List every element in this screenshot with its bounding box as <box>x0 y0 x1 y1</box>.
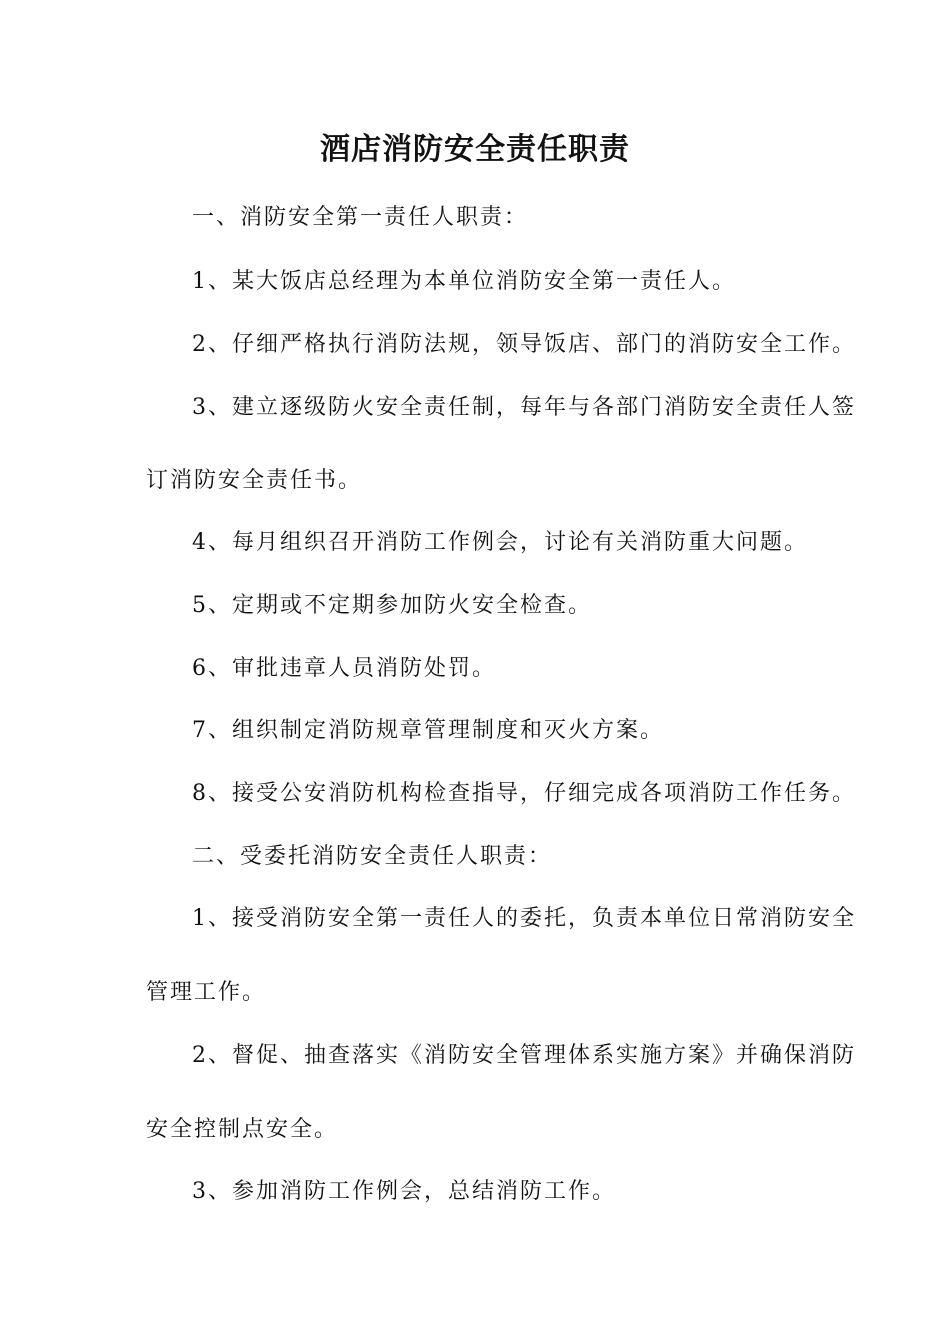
paragraph-line: 8、接受公安消防机构检查指导，仔细完成各项消防工作任务。 <box>192 781 856 806</box>
paragraph-line: 7、组织制定消防规章管理制度和灭火方案。 <box>192 718 664 743</box>
paragraph-line: 3、建立逐级防火安全责任制，每年与各部门消防安全责任人签 <box>192 395 856 420</box>
paragraph-line-continuation: 安全控制点安全。 <box>146 1117 339 1142</box>
paragraph-line: 6、审批违章人员消防处罚。 <box>192 656 496 681</box>
paragraph-line: 4、每月组织召开消防工作例会，讨论有关消防重大问题。 <box>192 530 808 555</box>
page-title: 酒店消防安全责任职责 <box>320 132 630 167</box>
paragraph-line: 2、仔细严格执行消防法规，领导饭店、部门的消防安全工作。 <box>192 332 856 357</box>
paragraph-line: 5、定期或不定期参加防火安全检查。 <box>192 593 592 618</box>
paragraph-line: 1、某大饭店总经理为本单位消防安全第一责任人。 <box>192 269 736 294</box>
paragraph-line-continuation: 订消防安全责任书。 <box>146 468 363 493</box>
paragraph-line: 1、接受消防安全第一责任人的委托，负责本单位日常消防安全 <box>192 906 856 931</box>
section-heading-1: 一、消防安全第一责任人职责： <box>192 205 529 230</box>
paragraph-line-continuation: 管理工作。 <box>146 980 267 1005</box>
section-heading-2: 二、受委托消防安全责任人职责： <box>192 844 553 869</box>
paragraph-line: 3、参加消防工作例会，总结消防工作。 <box>192 1179 616 1204</box>
paragraph-line: 2、督促、抽查落实《消防安全管理体系实施方案》并确保消防 <box>192 1043 856 1068</box>
